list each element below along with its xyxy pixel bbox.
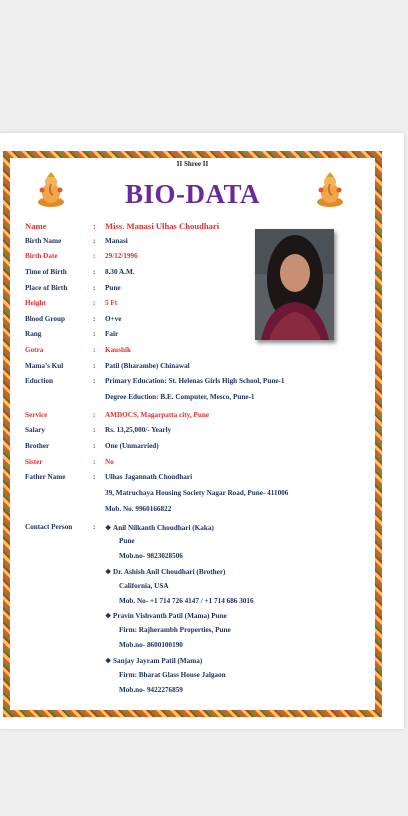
- biodata-content: II Shree II BIO-DATA Name : Miss. Manasi Ulhas Choudhari Birth Name : Manasi Birth Date : 29/12/1996 Time of Birth : 8.30 A.M. Place of Birth : Pune Height : 5 Ft Blood Group : O+ve Rang : Fair Gotra : Kaushik Mama’s Kul : Patil (Bharambe) Chinawal Eduction : Primary Education: St. Helenas Girls High School, Pune-1 Degree Eduction: B.E. Computer, Mesco, Pune-1 Service : AMDOCS, Magarpatta city, Pune Salary : Rs. 13,25,000/- Yearly Brother : One (Unmarried) Sister : No Father Name : Ulhas Jagannath Choudhari 39, Matruchaya Housing Society Nagar Road, Pune- 411006 Mob. No. 9960166822 Contact Person : ❖ Anil Nilkanth Choudhari (Kaka) Pune Mob.no- 9823028506 ❖ Dr. Ashish Anil Choudhari (Brother) California, USA Mob. No- +1 714 726 4147 / +1 714 686 3016 ❖ Pravin Vishvanth Patil (Mama) Pune Firm: Rajherambh Properties, Pune Mob.no- 8600100190 ❖ Sanjay Jayram Patil (Mama) Firm: Bharat Glass House Jalgaon Mob.no- 9422276859: [11, 159, 374, 709]
- diamond-bullet-icon: ❖: [105, 657, 112, 665]
- contact-item: ❖ Pravin Vishvanth Patil (Mama) Pune: [105, 612, 227, 620]
- ganesh-icon-right: [315, 172, 345, 208]
- contact-line: Firm: Bharat Glass House Jalgaon: [119, 671, 226, 679]
- contact-item: ❖ Dr. Ashish Anil Choudhari (Brother): [105, 568, 226, 576]
- contact-line: California, USA: [119, 582, 169, 590]
- contact-item: ❖ Sanjay Jayram Patil (Mama): [105, 657, 203, 665]
- contact-item: ❖ Anil Nilkanth Choudhari (Kaka): [105, 524, 214, 532]
- diamond-bullet-icon: ❖: [105, 524, 112, 532]
- father-address: 39, Matruchaya Housing Society Nagar Road, Pune- 411006: [105, 489, 289, 497]
- contact-line: Mob. No- +1 714 726 4147 / +1 714 686 3016: [119, 597, 254, 605]
- education-degree: Degree Eduction: B.E. Computer, Mesco, Pune-1: [105, 393, 255, 401]
- contact-line: Firm: Rajherambh Properties, Pune: [119, 626, 231, 634]
- contact-line: Pune: [119, 537, 135, 545]
- contact-line: Mob.no- 9422276859: [119, 686, 183, 694]
- contact-line: Mob.no- 9823028506: [119, 552, 183, 560]
- biodata-sheet: [0, 133, 404, 729]
- profile-photo: [255, 229, 334, 340]
- shree-heading: II Shree II: [176, 160, 209, 168]
- father-mobile: Mob. No. 9960166822: [105, 505, 172, 513]
- page-title: BIO-DATA: [124, 179, 260, 209]
- diamond-bullet-icon: ❖: [105, 568, 112, 576]
- contact-line: Mob.no- 8600100190: [119, 641, 183, 649]
- diamond-bullet-icon: ❖: [105, 612, 112, 620]
